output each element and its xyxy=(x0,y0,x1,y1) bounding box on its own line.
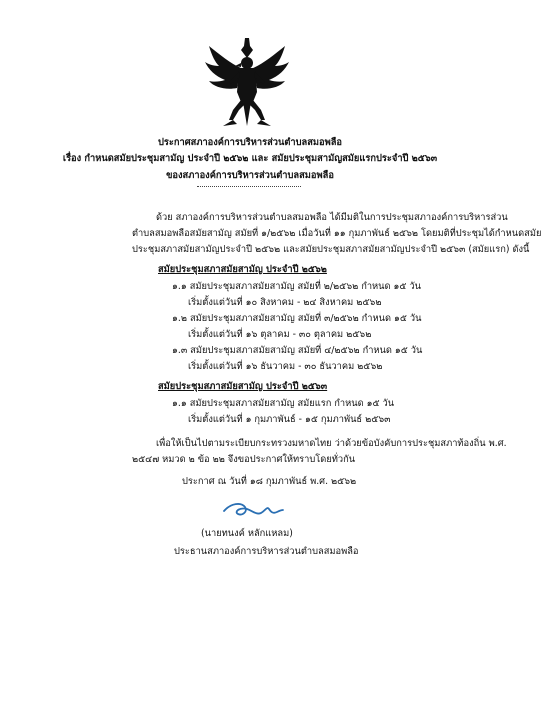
intro-line: ตำบลสมอพลือสมัยสามัญ สมัยที่ ๑/๒๕๖๒ เมื่อวันที่ ๑๑ กุมภาพันธ์ ๒๕๖๒ โดยมติที่ประชุมได้กำหนดสมัย xyxy=(132,228,541,239)
intro-line: ด้วย สภาองค์การบริหารส่วนตำบลสมอพลือ ได้มีมติในการประชุมสภาองค์การบริหารส่วน xyxy=(156,212,508,223)
handwritten-signature xyxy=(221,500,285,522)
announcement-subject-cont: ของสภาองค์การบริหารส่วนตำบลสมอพลือ xyxy=(166,170,334,181)
session-item-dates: เริ่มตั้งแต่วันที่ ๑ กุมภาพันธ์ - ๑๕ กุมภาพันธ์ ๒๕๖๓ xyxy=(188,414,391,425)
announcement-date: ประกาศ ณ วันที่ ๑๘ กุมภาพันธ์ พ.ศ. ๒๕๖๒ xyxy=(182,476,357,487)
dotted-divider xyxy=(197,186,301,187)
session-item-dates: เริ่มตั้งแต่วันที่ ๑๐ สิงหาคม - ๒๔ สิงหาคม ๒๕๖๒ xyxy=(188,297,382,308)
announcement-title: ประกาศสภาองค์การบริหารส่วนตำบลสมอพลือ xyxy=(158,137,342,148)
session-item-dates: เริ่มตั้งแต่วันที่ ๑๖ ตุลาคม - ๓๐ ตุลาคม ๒๕๖๒ xyxy=(188,329,372,340)
session-item-line: ๑.๓ สมัยประชุมสภาสมัยสามัญ สมัยที่ ๔/๒๕๖๒ กำหนด ๑๕ วัน xyxy=(172,345,423,356)
session-item-line: ๑.๑ สมัยประชุมสภาสมัยสามัญ สมัยแรก กำหนด ๑๕ วัน xyxy=(172,398,395,409)
garuda-emblem-icon xyxy=(203,36,291,128)
intro-line: ประชุมสภาสมัยสามัญประจำปี ๒๕๖๒ และสมัยประชุมสภาสมัยสามัญประจำปี ๒๕๖๓ (สมัยแรก) ดังนี้ xyxy=(132,244,530,255)
session-item-line: ๑.๒ สมัยประชุมสภาสมัยสามัญ สมัยที่ ๓/๒๕๖๒ กำหนด ๑๕ วัน xyxy=(172,313,422,324)
session-item-dates: เริ่มตั้งแต่วันที่ ๑๖ ธันวาคม - ๓๐ ธันวาคม ๒๕๖๒ xyxy=(188,361,383,372)
closing-line: เพื่อให้เป็นไปตามระเบียบกระทรวงมหาดไทย ว่าด้วยข้อบังคับการประชุมสภาท้องถิ่น พ.ศ. xyxy=(156,438,507,449)
section-heading-2563: สมัยประชุมสภาสมัยสามัญ ประจำปี ๒๕๖๓ xyxy=(158,381,328,392)
signer-name: (นายทนงค์ หลักแหลม) xyxy=(201,528,293,539)
closing-line: ๒๕๔๗ หมวด ๒ ข้อ ๒๒ จึงขอประกาศให้ทราบโดยทั่วกัน xyxy=(132,454,356,465)
session-item-line: ๑.๑ สมัยประชุมสภาสมัยสามัญ สมัยที่ ๒/๒๕๖๒ กำหนด ๑๕ วัน xyxy=(172,281,422,292)
announcement-subject: เรื่อง กำหนดสมัยประชุมสามัญ ประจำปี ๒๕๖๒ และ สมัยประชุมสามัญสมัยแรกประจำปี ๒๕๖๓ xyxy=(62,153,438,164)
section-heading-2562: สมัยประชุมสภาสมัยสามัญ ประจำปี ๒๕๖๒ xyxy=(158,264,327,275)
signer-position: ประธานสภาองค์การบริหารส่วนตำบลสมอพลือ xyxy=(174,546,359,557)
